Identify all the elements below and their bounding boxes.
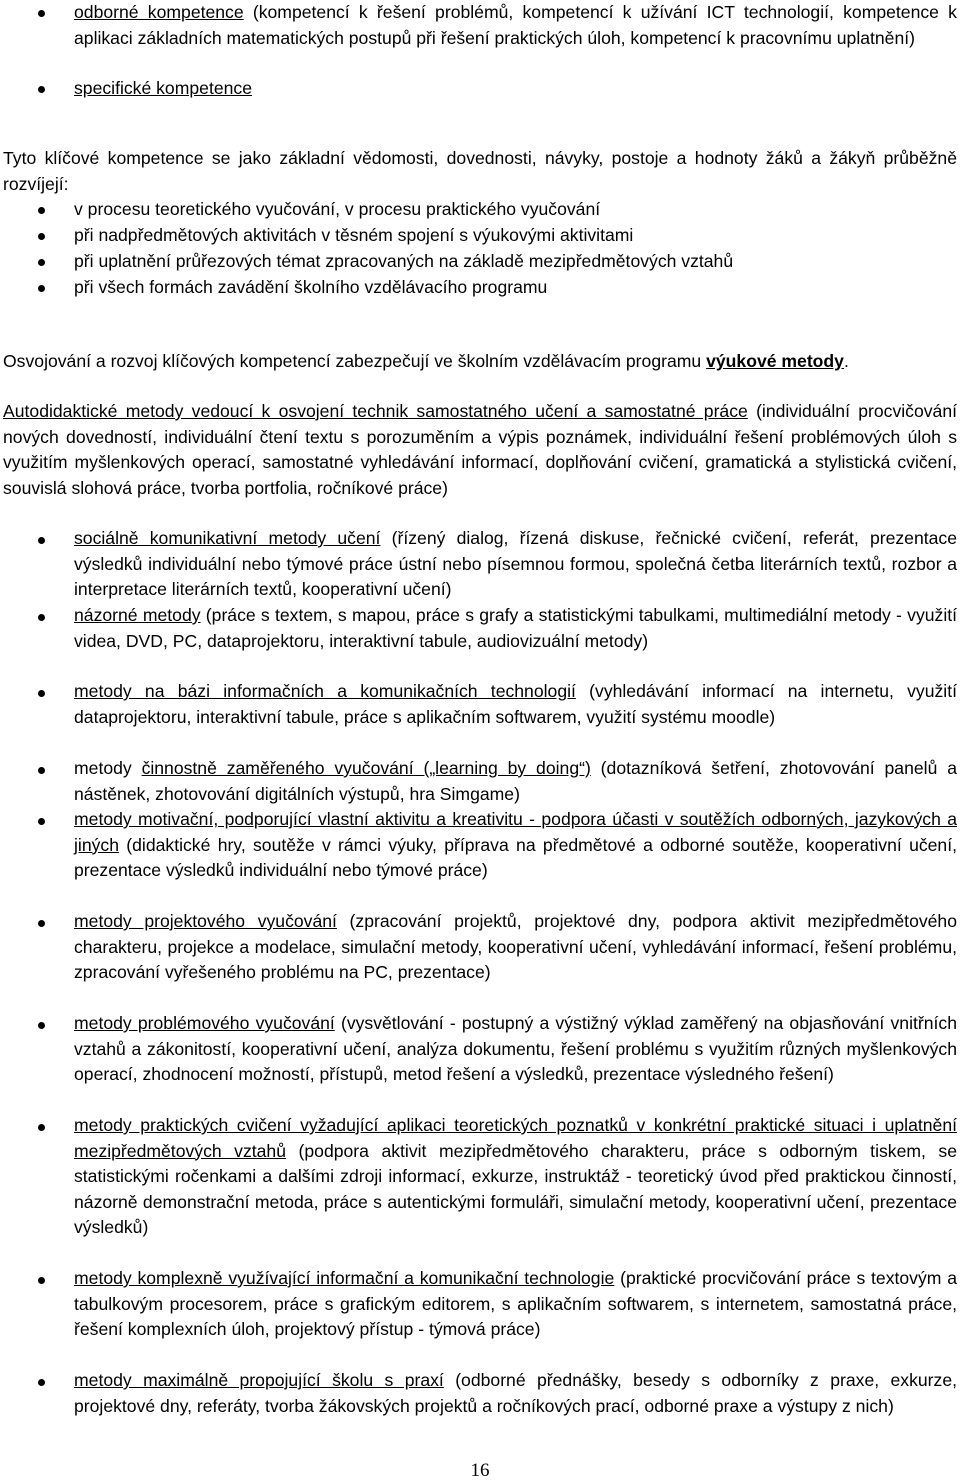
list-item-text: (odborné přednášky, besedy s odborníky z praxe, exkurze, projektové dny, referáty, tvorba žákovských projektů a ročníkových prací, odborné praxe a výstupy z nich) [74,1370,957,1416]
list-item-title: sociálně komunikativní metody učení [74,528,381,548]
bullet-icon [38,259,45,266]
list-item-title: metody na bázi informačních a komunikačních technologií [74,681,576,701]
list-item-title: metody projektového vyučování [74,911,337,931]
list-item: při všech formách zavádění školního vzdělávacího programu [74,277,548,297]
bullet-icon [38,1277,45,1284]
list-item-text: (práce s textem, s mapou, práce s grafy a statistickými tabulkami, multimediální metody - využití videa, DVD, PC, dataprojektoru, interaktivní tabule, audiovizuální metody) [74,605,958,651]
list-item-text: (dotazníková šetření, zhotovování panelů a nástěnek, zhotovování digitálních výstupů, hra Simgame) [74,758,957,804]
list-item-text: (podpora aktivit mezipředmětového charakteru, práce s odborným tiskem, se statistickými ročenkami a dalšími zdroji informací, exkurze, instruktáž - teoretický úvod před praktickou činností, názorně demonstrační metoda, práce s autentickými formuláři, simulační metody, kooperativní učení, prezentace výsledků) [74,1140,957,1237]
bullet-icon [38,537,45,544]
list-item-text: (praktické procvičování práce s textovým a tabulkovým procesorem, práce s grafickým editorem, s aplikačním softwarem, s internetem, samostatná práce, řešení komplexních úloh, projektový přístup - týmová práce) [74,1268,958,1339]
bullet-icon [38,285,45,292]
page-number: 16 [470,1460,490,1481]
list-item-title: metody komplexně využívající informační a komunikační technologie [74,1268,615,1288]
list-item-title: metody problémového vyučování [74,1013,335,1033]
list-item [74,603,957,654]
list-item [74,1011,957,1088]
methods-paragraph [3,349,957,375]
list-item: při uplatnění průřezových témat zpracovaných na základě mezipředmětových vztahů [74,251,734,271]
bullet-icon [38,818,45,825]
list-item-text: (vyhledávání informací na internetu, využití dataprojektoru, interaktivní tabule, práce s aplikačním softwarem, využití systému moodle) [74,681,957,727]
autodidactic-text: (individuální procvičování nových dovedností, individuální čtení textu s porozuměním a výpis poznámek, individuální řešení problémových úloh s využitím myšlenkových operací, samostatné vyhledávání informací, doplňování cvičení, gramatická a stylistická cvičení, souvislá slohová práce, tvorba portfolia, ročníkové práce) [3,401,957,498]
list-item [74,909,957,986]
list-item-title: metody maximálně propojující školu s praxí [74,1370,444,1390]
list-item-text: (vysvětlování - postupný a výstižný výklad zaměřený na objasňování vnitřních vztahů a zákonitostí, kooperativní učení, analýza dokumentu, řešení problému s využitím různých myšlenkových operací, zhodnocení možností, přístupů, metod řešení a výsledků, prezentace výsledného řešení) [74,1013,957,1084]
bullet-icon [38,1022,45,1029]
list-item-title: činnostně zaměřeného vyučování („learning by doing“) [141,758,591,778]
list-item [74,807,957,884]
bullet-icon [38,767,45,774]
list-item-title: specifické kompetence [74,78,252,98]
bullet-icon [38,1124,45,1131]
list-item-title: metody motivační, podporující vlastní aktivitu a kreativitu - podpora účasti v soutěžích odborných, jazykových a jiných [74,809,957,855]
list-item [74,1368,957,1419]
list-item [74,1266,957,1343]
list-item [74,756,957,807]
list-item [74,76,957,102]
list-item-title: odborné kompetence [74,2,244,22]
list-item-text: (didaktické hry, soutěže v rámci výuky, příprava na předmětové a odborné soutěže, kooperativní učení, prezentace výsledků individuální nebo týmové práce) [74,834,957,880]
bullet-icon [38,690,45,697]
list-item [74,0,957,51]
list-item [74,526,957,603]
bullet-icon [38,920,45,927]
list-item-text: (řízený dialog, řízená diskuse, řečnické cvičení, referát, prezentace výsledků individuální nebo týmové práce ústní nebo písemnou formou, společná četba literárních textů, rozbor a interpretace literárních textů, kooperativní učení) [74,528,957,599]
list-item: v procesu teoretického vyučování, v procesu praktického vyučování [74,199,601,219]
list-item-title: metody praktických cvičení vyžadující aplikaci teoretických poznatků v konkrétní praktické situaci i uplatnění mezipředmětových vztahů [74,1115,957,1161]
methods-bold: výukové metody [706,351,844,371]
bullet-icon [38,233,45,240]
list-item-prefix: metody [74,758,142,778]
intro-paragraph: Tyto klíčové kompetence se jako základní vědomosti, dovednosti, návyky, postoje a hodnoty žáků a žákyň průběžně rozvíjejí: [3,148,957,194]
list-item [74,679,957,730]
autodidactic-title: Autodidaktické metody vedoucí k osvojení technik samostatného učení a samostatné práce [3,401,748,421]
bullet-icon [38,614,45,621]
bullet-icon [38,10,45,17]
list-item: při nadpředmětových aktivitách v těsném spojení s výukovými aktivitami [74,225,634,245]
methods-end: . [843,351,849,371]
list-item [74,1113,957,1241]
list-item-text: (zpracování projektů, projektové dny, podpora aktivit mezipředmětového charakteru, projekce a modelace, simulační metody, kooperativní učení, vyhledávání informací, řešení problému, zpracování vyřešeného problému na PC, prezentace) [74,911,958,982]
list-item-text: (kompetencí k řešení problémů, kompetencí k užívání ICT technologií, kompetence k aplikaci základních matematických postupů při řešení praktických úloh, kompetencí k pracovnímu uplatnění) [74,2,957,48]
list-item-title: názorné metody [74,605,201,625]
bullet-icon [38,1379,45,1386]
autodidactic-paragraph [3,399,957,501]
bullet-icon [38,86,45,93]
bullet-icon [38,207,45,214]
methods-text: Osvojování a rozvoj klíčových kompetencí zabezpečují ve školním vzdělávacím programu [3,351,707,371]
